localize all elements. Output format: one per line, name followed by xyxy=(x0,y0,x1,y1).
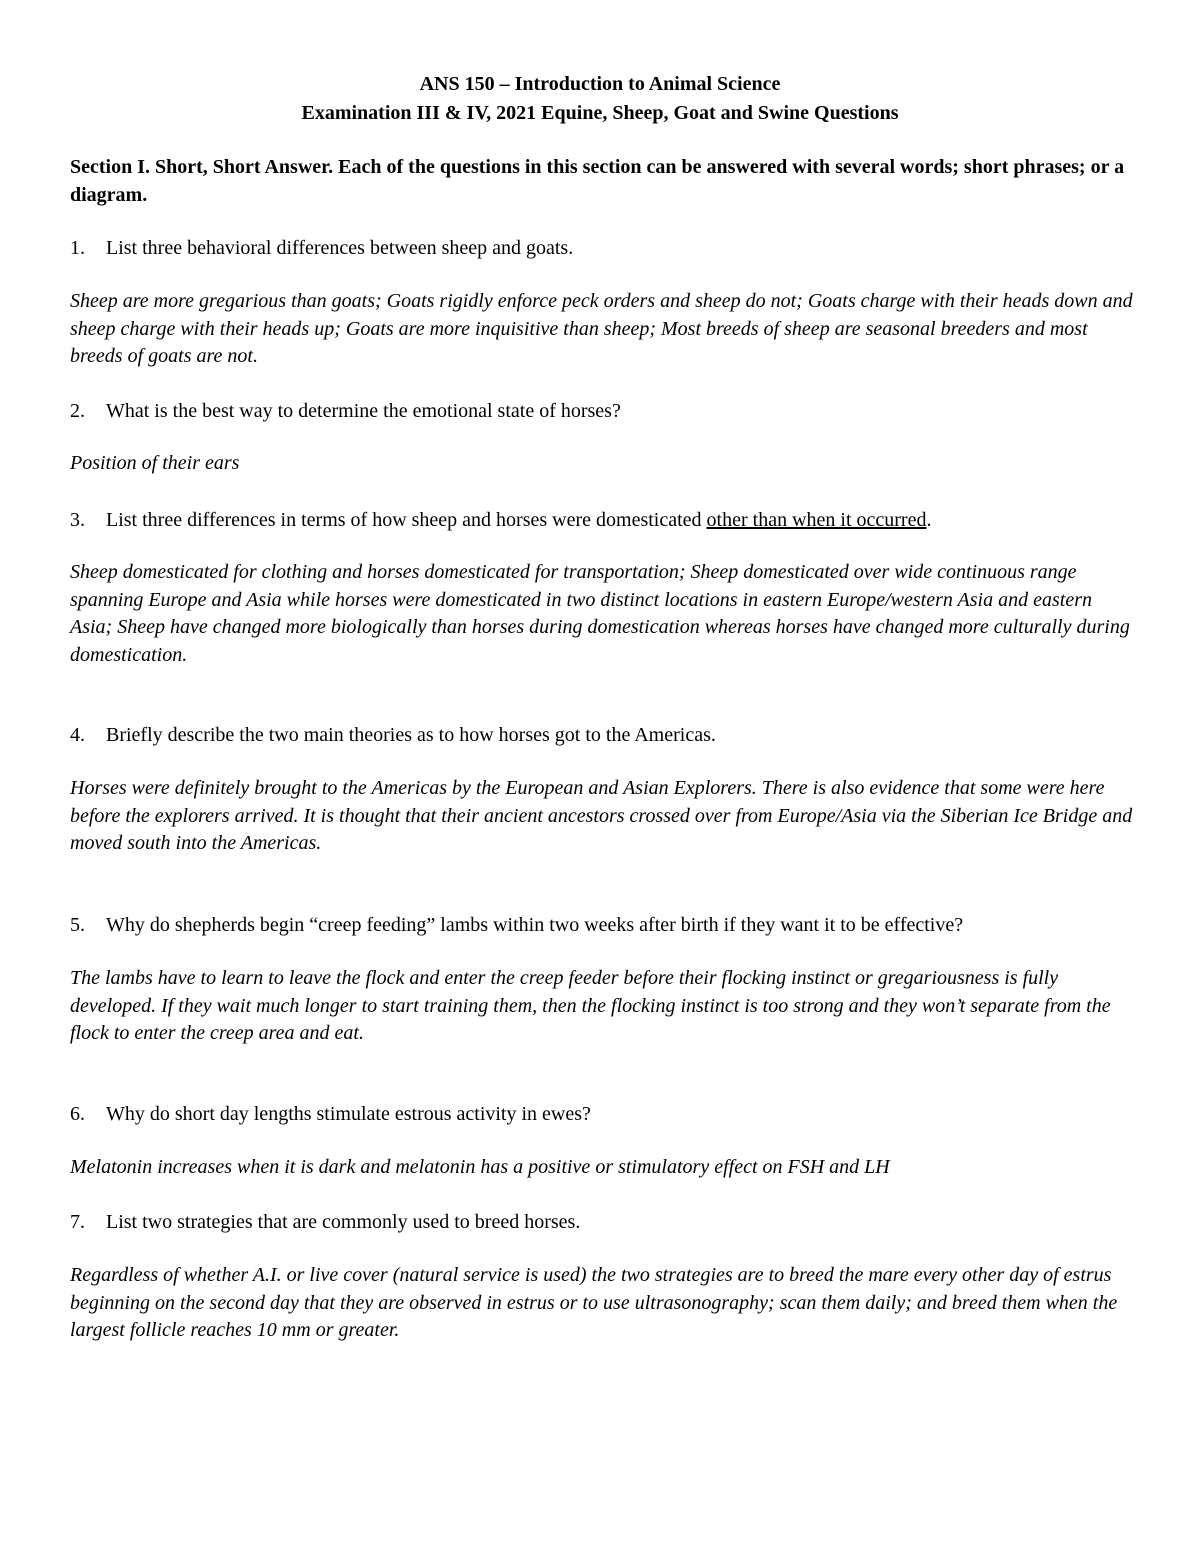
question-1 xyxy=(70,234,1140,262)
section-heading: Section I. Short, Short Answer. Each of the questions in this section can be answered with several words; short phrases; or a diagram. xyxy=(70,156,1125,206)
answer-7: Regardless of whether A.I. or live cover (natural service is used) the two strategies are to breed the mare every other day of estrus beginning on the second day that they are observed in estrus or to use ultrasonography; scan them daily; and breed them when the largest follicle reaches 10 mm or greater. xyxy=(70,1264,1118,1341)
question-text: Briefly describe the two main theories as to how horses got to the Americas. xyxy=(106,724,716,746)
question-number: 6. xyxy=(70,1103,85,1125)
answer-2: Position of their ears xyxy=(70,452,240,474)
question-number: 1. xyxy=(70,237,85,259)
question-7 xyxy=(70,1208,1140,1236)
answer-4: Horses were definitely brought to the Americas by the European and Asian Explorers. There is also evidence that some were here before the explorers arrived. It is thought that their ancient ancestors crossed over from Europe/Asia via the Siberian Ice Bridge and moved south into the Americas. xyxy=(70,777,1133,854)
question-3 xyxy=(70,506,1140,534)
question-text: Why do short day lengths stimulate estrous activity in ewes? xyxy=(106,1103,591,1125)
question-6 xyxy=(70,1100,1140,1128)
question-text: List two strategies that are commonly used to breed horses. xyxy=(106,1211,581,1233)
question-4 xyxy=(70,721,1140,749)
question-text: What is the best way to determine the emotional state of horses? xyxy=(106,400,621,422)
question-5 xyxy=(70,911,1140,939)
question-2 xyxy=(70,397,1140,425)
question-text-underlined: other than when it occurred xyxy=(706,509,927,531)
page-subtitle: Examination III & IV, 2021 Equine, Sheep, Goat and Swine Questions xyxy=(301,102,899,124)
question-text xyxy=(106,509,931,531)
page-title: ANS 150 – Introduction to Animal Science xyxy=(419,73,781,95)
question-text-main: List three differences in terms of how sheep and horses were domesticated xyxy=(106,509,707,531)
question-number: 2. xyxy=(70,400,85,422)
question-number: 3. xyxy=(70,509,85,531)
answer-3: Sheep domesticated for clothing and horses domesticated for transportation; Sheep domesticated over wide continuous range spanning Europe and Asia while horses were domesticated in two distinct locations in eastern Europe/western Asia and eastern Asia; Sheep have changed more biologically than horses during domestication whereas horses have changed more culturally during domestication. xyxy=(70,561,1130,666)
question-number: 7. xyxy=(70,1211,85,1233)
question-text: Why do shepherds begin “creep feeding” lambs within two weeks after birth if they want it to be effective? xyxy=(106,914,964,936)
answer-5: The lambs have to learn to leave the flock and enter the creep feeder before their flocking instinct or gregariousness is fully developed. If they wait much longer to start training them, then the flocking instinct is too strong and they won’t separate from the flock to enter the creep area and eat. xyxy=(70,967,1111,1044)
question-number: 5. xyxy=(70,914,85,936)
answer-6: Melatonin increases when it is dark and melatonin has a positive or stimulatory effect on FSH and LH xyxy=(70,1156,890,1178)
question-number: 4. xyxy=(70,724,85,746)
question-text-end: . xyxy=(926,509,932,531)
answer-1: Sheep are more gregarious than goats; Goats rigidly enforce peck orders and sheep do not; Goats charge with their heads down and sheep charge with their heads up; Goats are more inquisitive than sheep; Most breeds of sheep are seasonal breeders and most breeds of goats are not. xyxy=(70,290,1133,367)
question-text: List three behavioral differences between sheep and goats. xyxy=(106,237,574,259)
